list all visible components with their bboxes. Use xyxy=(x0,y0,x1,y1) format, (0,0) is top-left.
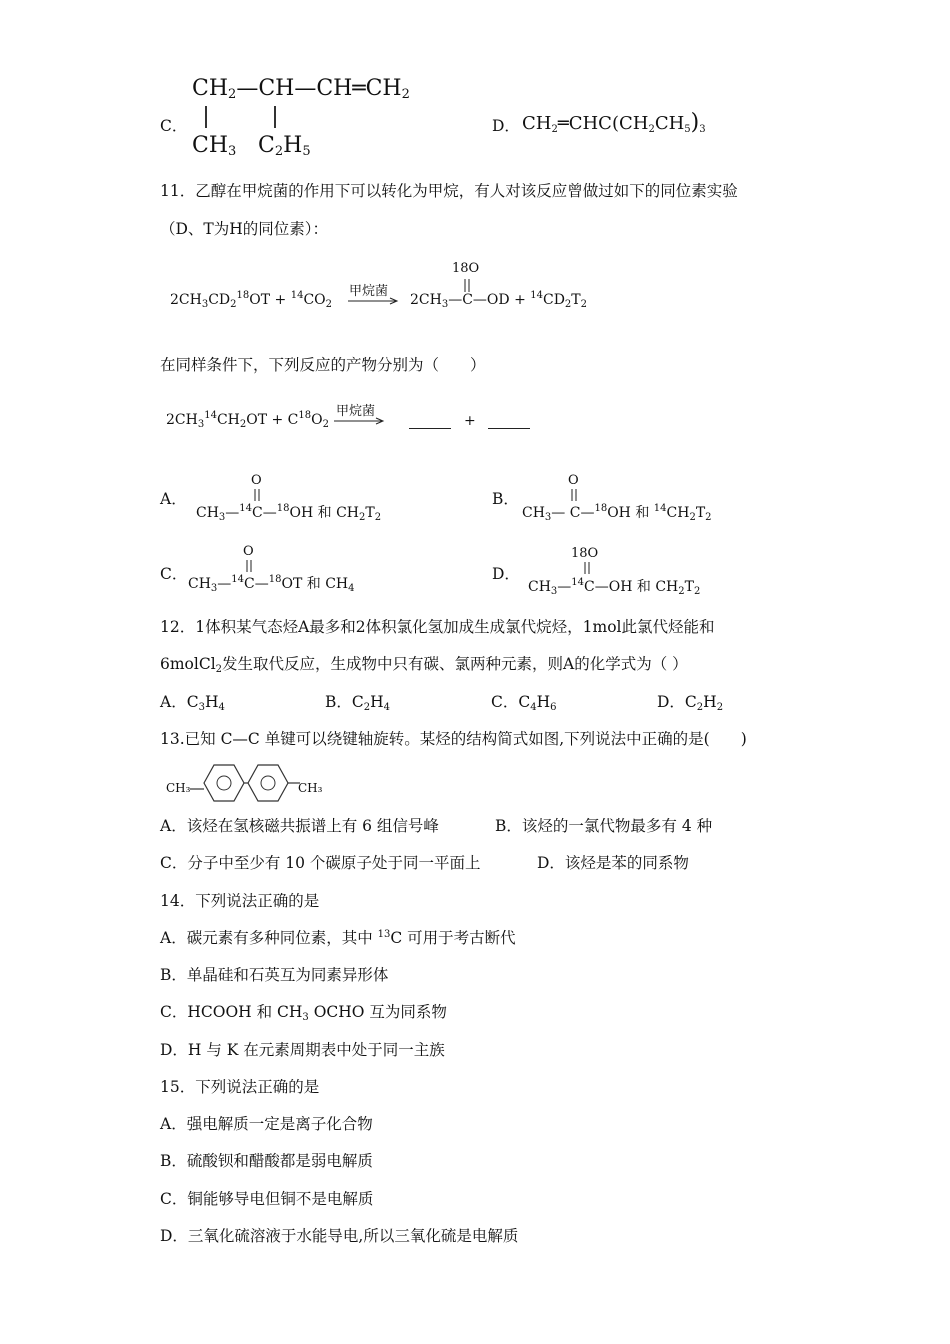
double-bond-icon xyxy=(570,489,578,502)
q11-option-d-oxygen: 18O xyxy=(571,546,599,561)
double-bond-icon xyxy=(245,560,253,573)
q15-stem: 15．下列说法正确的是 xyxy=(160,1078,320,1096)
q11-reaction-2-reactants: $2CH_3^{14}CH_2OT + C^{18}O_2$ xyxy=(166,410,329,430)
q13-option-d: D．该烃是苯的同系物 xyxy=(537,854,689,872)
q13-option-b: B．该烃的一氯代物最多有 4 种 xyxy=(495,817,713,835)
q15-option-c: C．铜能够导电但铜不是电解质 xyxy=(160,1190,374,1208)
q13-option-c: C．分子中至少有 10 个碳原子处于同一平面上 xyxy=(160,854,481,872)
answer-blank-2 xyxy=(488,428,530,429)
double-bond-icon xyxy=(583,562,591,575)
q11-reaction-1-reactants: $2CH_3CD_2^{18}OT + ^{14}CO_2$ xyxy=(170,290,333,310)
q11-option-c-oxygen: O xyxy=(243,544,254,559)
q11-stem-line-1: 11．乙醇在甲烷菌的作用下可以转化为甲烷，有人对该反应曾做过如下的同位素实验 xyxy=(160,182,738,200)
q10-c-bond-left xyxy=(205,106,207,128)
reaction-arrow-icon xyxy=(332,416,386,426)
q13-stem: 13.已知 C—C 单键可以绕键轴旋转。某烃的结构简式如图,下列说法中正确的是( ) xyxy=(160,730,747,748)
q15-option-b: B．硫酸钡和醋酸都是弱电解质 xyxy=(160,1152,373,1170)
q10-c-bond-right xyxy=(274,106,276,128)
q11-reaction-1-catalyst: 甲烷菌 xyxy=(349,284,389,299)
q14-option-a: A．碳元素有多种同位素，其中 $^{13}$C 可用于考古断代 xyxy=(160,929,516,947)
q11-option-b-formula: $CH_3—$ C—$^{18}$OH 和 $^{14}CH_2T_2$ xyxy=(522,503,712,523)
q14-option-b: B．单晶硅和石英互为同素异形体 xyxy=(160,966,389,984)
q13-option-a: A．该烃在氢核磁共振谱上有 6 组信号峰 xyxy=(160,817,439,835)
q14-option-d: D．H 与 K 在元素周期表中处于同一主族 xyxy=(160,1041,445,1059)
q15-option-d: D．三氧化硫溶液于水能导电,所以三氧化硫是电解质 xyxy=(160,1227,519,1245)
q11-option-a-oxygen: O xyxy=(251,473,262,488)
q12-stem-line-1: 12．1体积某气态烃A最多和2体积氯化氢加成生成氯代烷烃，1mol此氯代烃能和 xyxy=(160,618,715,636)
q10-option-c-formula-bottom-left: $CH_3$ xyxy=(192,133,237,159)
q13-structure-right-methyl: CH₃ xyxy=(298,781,323,795)
q12-option-c: C．$C_4H_6$ xyxy=(491,693,557,713)
double-bond-icon xyxy=(253,489,261,502)
reaction-arrow-icon xyxy=(346,296,400,306)
q11-option-b-label: B． xyxy=(492,490,519,508)
q11-reaction-2-catalyst: 甲烷菌 xyxy=(336,404,376,419)
q11-option-a-formula: $CH_3—^{14}C—^{18}OH$ 和 $CH_2T_2$ xyxy=(196,503,382,523)
q11-option-c-label: C． xyxy=(160,565,188,583)
q10-option-c-formula-top: $CH_2—CH—CH═CH_2$ xyxy=(192,76,410,102)
q11-stem-line-3: 在同样条件下，下列反应的产物分别为（ ） xyxy=(160,356,486,374)
q14-option-c: C．HCOOH 和 $CH_3$ OCHO 互为同系物 xyxy=(160,1003,447,1023)
q11-reaction-1-carbonyl-oxygen: 18O xyxy=(452,261,480,276)
answer-blank-1 xyxy=(409,428,451,429)
q11-stem-line-2: （D、T为H的同位素）： xyxy=(160,220,329,238)
q10-option-d-label: D． xyxy=(492,117,520,135)
q12-option-a: A．$C_3H_4$ xyxy=(160,693,225,713)
q11-reaction-2-plus: + xyxy=(464,413,476,429)
q11-reaction-1-products: $2CH_3—C—OD + ^{14}CD_2T_2$ xyxy=(410,290,588,310)
q12-stem-line-2: 6molCl$_2$发生取代反应，生成物中只有碳、氯两种元素，则A的化学式为（ ） xyxy=(160,655,688,675)
q10-option-c-formula-bottom-right: $C_2H_5$ xyxy=(258,133,311,159)
q12-option-d: D．$C_2H_2$ xyxy=(657,693,724,713)
q11-option-b-oxygen: O xyxy=(568,473,579,488)
biphenyl-structure-icon xyxy=(190,760,300,806)
q15-option-a: A．强电解质一定是离子化合物 xyxy=(160,1115,373,1133)
q10-option-d-formula: $CH_2═CHC(CH_2CH_5)_3$ xyxy=(522,110,706,135)
q12-option-b: B．$C_2H_4$ xyxy=(325,693,391,713)
q13-structure-left-methyl: CH₃ xyxy=(166,781,191,795)
q11-option-a-label: A． xyxy=(160,490,187,508)
q11-option-d-label: D． xyxy=(492,565,520,583)
q11-option-d-formula: $CH_3—^{14}C—OH$ 和 $CH_2T_2$ xyxy=(528,577,701,597)
q10-option-c-label: C． xyxy=(160,117,188,135)
double-bond-icon xyxy=(463,279,471,293)
q14-stem: 14．下列说法正确的是 xyxy=(160,892,320,910)
q11-option-c-formula: $CH_3—^{14}C—^{18}OT$ 和 $CH_4$ xyxy=(188,574,355,594)
